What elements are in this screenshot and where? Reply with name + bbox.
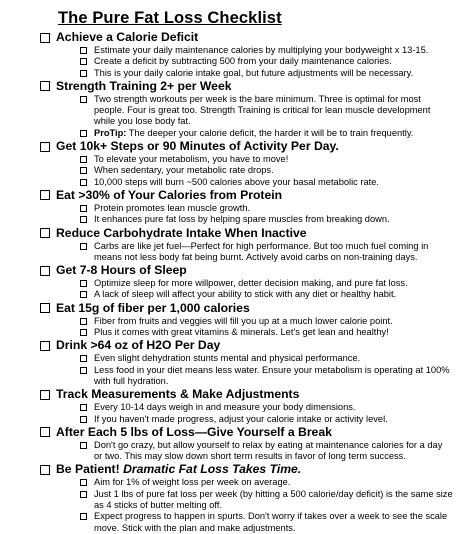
item-text: Estimate your daily maintenance calories by multiplying your bodyweight x 13-15. (94, 45, 429, 55)
checkbox-icon[interactable] (40, 427, 50, 437)
section-heading (40, 30, 467, 45)
section-items (0, 440, 467, 463)
section-items (0, 203, 467, 226)
checklist-item (80, 365, 453, 388)
item-text: Less food in your diet means less water. Ensure your metabolism is operating at 100% with full hydration. (94, 364, 450, 386)
checkbox-icon[interactable] (80, 167, 87, 174)
checkbox-icon[interactable] (80, 513, 87, 520)
checkbox-icon[interactable] (40, 228, 50, 238)
checkbox-icon[interactable] (80, 355, 87, 362)
checklist-section (0, 462, 467, 533)
checkbox-icon[interactable] (80, 291, 87, 298)
item-text: Two strength workouts per week is the bare minimum. Three is optimal for most people. Four is great too. Strength Training is critical for lean muscle development while you lose body fat. (94, 93, 431, 127)
item-text: Optimize sleep for more willpower, detter decision making, and pure fat loss. (94, 278, 408, 289)
section-heading-text: Get 7-8 Hours of Sleep (56, 263, 187, 278)
checkbox-icon[interactable] (80, 318, 87, 325)
section-heading-text: Achieve a Calorie Deficit (56, 30, 199, 44)
checklist-item (80, 511, 453, 534)
checklist-section (0, 387, 467, 425)
checkbox-icon[interactable] (80, 47, 87, 54)
item-text: It enhances pure fat loss by helping spare muscles from breaking down. (94, 214, 390, 225)
checklist-section (0, 301, 467, 339)
checklist-item (80, 128, 453, 139)
checklist-item (80, 353, 453, 364)
checklist-item (80, 56, 453, 67)
checkbox-icon[interactable] (40, 390, 50, 400)
checkbox-icon[interactable] (40, 303, 50, 313)
checklist-section (0, 188, 467, 226)
checklist-section (0, 139, 467, 188)
page-title: The Pure Fat Loss Checklist (58, 9, 282, 27)
section-items (0, 477, 467, 533)
section-items (0, 94, 467, 139)
checkbox-icon[interactable] (80, 216, 87, 223)
item-text: When sedentary, your metabolic rate drops. (94, 165, 274, 176)
checkbox-icon[interactable] (40, 341, 50, 351)
section-heading (40, 387, 467, 402)
checklist-item (80, 414, 453, 425)
section-heading-text: Drink >64 oz of H2O Per Day (56, 338, 221, 353)
section-heading-text: Be Patient! (56, 462, 120, 477)
section-heading-text: Track Measurements & Make Adjustments (56, 387, 300, 402)
checkbox-icon[interactable] (40, 465, 50, 475)
checklist-section (0, 79, 467, 139)
section-heading-text: Get 10k+ Steps or 90 Minutes of Activity Per Day. (56, 139, 339, 154)
checkbox-icon[interactable] (80, 70, 87, 77)
section-items (0, 316, 467, 339)
checklist-item (80, 165, 453, 176)
checkbox-icon[interactable] (40, 190, 50, 200)
section-heading (40, 188, 467, 203)
checkbox-icon[interactable] (80, 156, 87, 163)
checkbox-icon[interactable] (80, 416, 87, 423)
item-text: A lack of sleep will affect your ability to stick with any diet or healthy habit. (94, 289, 397, 300)
item-text: Expect progress to happen in spurts. Don't worry if takes over a week to see the scale move. Stick with the plan and make adjustments. (94, 511, 448, 533)
section-items (0, 402, 467, 425)
checklist-item (80, 214, 453, 225)
checkbox-icon[interactable] (80, 179, 87, 186)
section-heading (40, 263, 467, 278)
checkbox-icon[interactable] (80, 205, 87, 212)
checkbox-icon[interactable] (80, 58, 87, 65)
section-items (0, 45, 467, 79)
checklist-item (80, 402, 453, 413)
checklist-section (0, 425, 467, 463)
checkbox-icon[interactable] (40, 81, 50, 91)
checkbox-icon[interactable] (80, 96, 87, 103)
section-heading (40, 226, 467, 241)
section-items (0, 241, 467, 264)
section-heading (40, 79, 467, 94)
checklist-section (0, 30, 467, 79)
section-heading-text: Strength Training 2+ per Week (56, 78, 232, 93)
section-items (0, 154, 467, 188)
checklist-section (0, 263, 467, 301)
section-heading (40, 425, 467, 440)
checklist-sections (0, 30, 467, 534)
item-text: Even slight dehydration stunts mental and physical performance. (94, 353, 361, 364)
item-prefix: ProTip: (94, 127, 127, 138)
checkbox-icon[interactable] (80, 479, 87, 486)
section-heading-text: Reduce Carbohydrate Intake When Inactive (56, 225, 307, 240)
item-text: If you haven't made progress, adjust your calorie intake or activity level. (94, 413, 388, 424)
checklist-item (80, 278, 453, 289)
section-heading (40, 338, 467, 353)
checklist-item (80, 477, 453, 488)
section-heading-text: Eat >30% of Your Calories from Protein (56, 187, 283, 202)
item-text: Protein promotes lean muscle growth. (94, 202, 251, 213)
item-text: The deeper your calorie deficit, the harder it will be to train frequently. (128, 127, 414, 138)
item-text: Just 1 lbs of pure fat loss per week (by hitting a 500 calorie/day deficit) is the same size as 4 sticks of butter melting off. (94, 488, 453, 511)
checklist-section (0, 338, 467, 387)
checklist-item (80, 316, 453, 327)
checklist-item (80, 440, 453, 463)
section-heading (40, 139, 467, 154)
item-text: To elevate your metabolism, you have to move! (94, 154, 289, 165)
checklist-item (80, 489, 453, 512)
checklist-item (80, 327, 453, 338)
checklist-item (80, 289, 453, 300)
section-heading-text: Eat 15g of fiber per 1,000 calories (56, 300, 250, 315)
checklist-item (80, 45, 453, 56)
checklist-item (80, 154, 453, 165)
section-items (0, 278, 467, 301)
checklist-item (80, 241, 453, 264)
checklist-item (80, 68, 453, 79)
checkbox-icon[interactable] (80, 243, 87, 250)
checkbox-icon[interactable] (80, 367, 87, 374)
item-text: Fiber from fruits and veggies will fill you up at a much lower calorie point. (94, 315, 393, 326)
checkbox-icon[interactable] (80, 491, 87, 498)
checklist-item (80, 177, 453, 188)
section-heading-italic: Dramatic Fat Loss Takes Time. (123, 462, 302, 477)
checkbox-icon[interactable] (40, 266, 50, 276)
checklist-section (0, 226, 467, 264)
checkbox-icon[interactable] (40, 33, 50, 43)
checkbox-icon[interactable] (40, 142, 50, 152)
checklist-item (80, 94, 453, 128)
section-items (0, 353, 467, 387)
item-text: 10,000 steps will burn ~500 calories above your basal metabolic rate. (94, 176, 380, 187)
checkbox-icon[interactable] (80, 404, 87, 411)
section-heading (40, 462, 467, 477)
checkbox-icon[interactable] (80, 130, 87, 137)
item-text: Don't go crazy, but allow yourself to relax by eating at maintenance calories for a day or two. This may slow down short term results in favor of long term success. (94, 439, 443, 462)
section-heading (40, 301, 467, 316)
item-text: Every 10-14 days weigh in and measure your body dimensions. (94, 402, 356, 413)
item-text: Carbs are like jet fuel—Perfect for high performance. But too much fuel coming in means not less body fat being burnt. Actively avoid carbs on non-training days. (94, 240, 429, 262)
checkbox-icon[interactable] (80, 442, 87, 449)
item-text: Aim for 1% of weight loss per week on average. (94, 477, 291, 488)
checkbox-icon[interactable] (80, 329, 87, 336)
item-text: This is your daily calorie intake goal, but future adjustments will be necessary. (94, 67, 414, 78)
item-text: Create a deficit by subtracting 500 from your daily maintenance calories. (94, 56, 392, 67)
section-heading-text: After Each 5 lbs of Loss—Give Yourself a Break (56, 424, 332, 439)
checkbox-icon[interactable] (80, 280, 87, 287)
item-text: Plus it comes with great vitamins & minerals. Let's get lean and healthy! (94, 327, 389, 338)
checklist-item (80, 203, 453, 214)
